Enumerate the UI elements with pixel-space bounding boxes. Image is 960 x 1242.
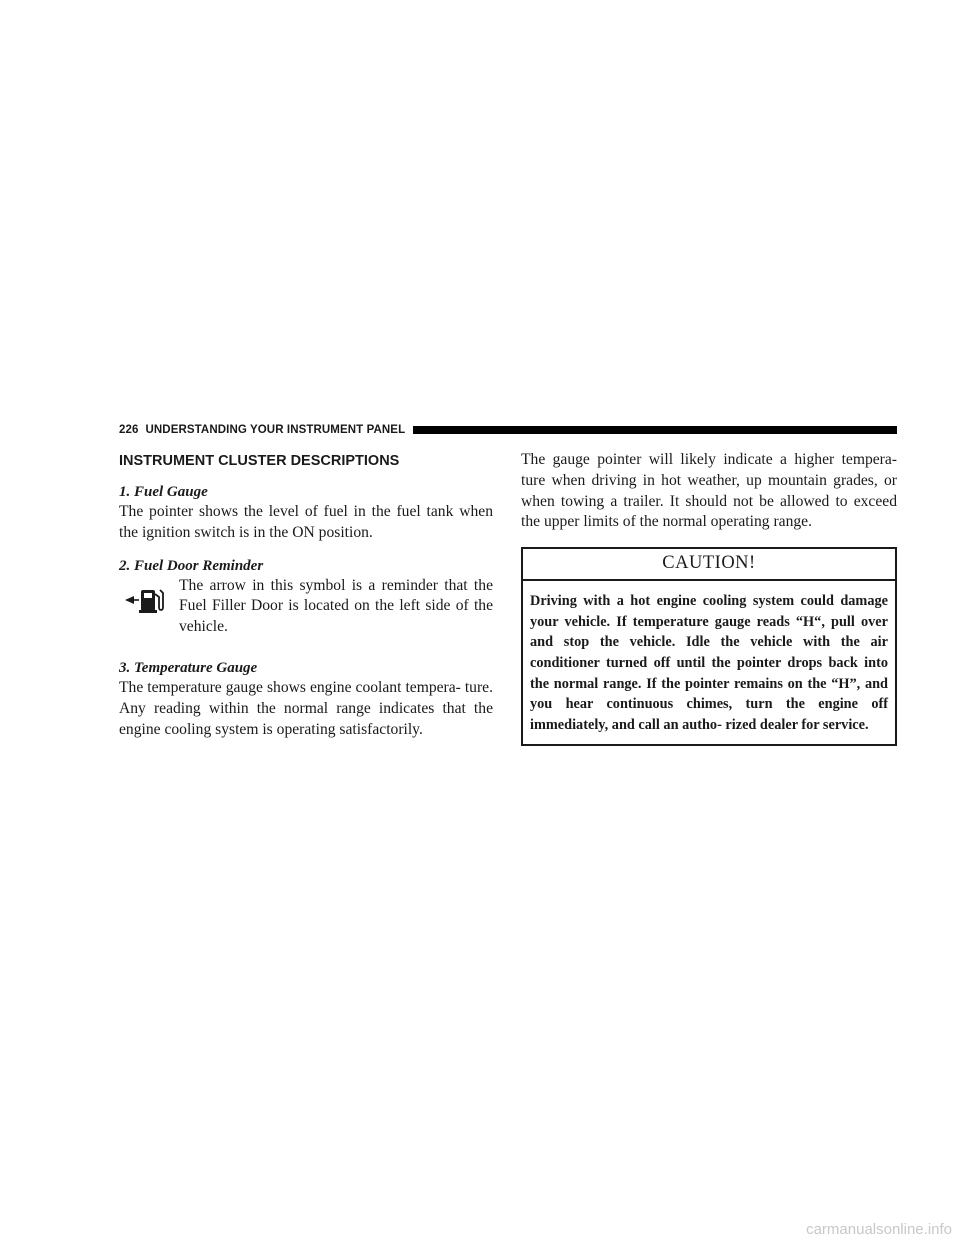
section-heading: INSTRUMENT CLUSTER DESCRIPTIONS — [119, 453, 400, 469]
item-temperature-gauge — [119, 658, 493, 740]
page-header — [119, 422, 897, 438]
right-column — [521, 450, 897, 746]
caution-title: CAUTION! — [523, 549, 895, 581]
header-rule — [413, 426, 897, 434]
item-title-temperature-gauge: 3. Temperature Gauge — [119, 659, 258, 676]
left-column — [119, 450, 493, 752]
page-number: 226 — [119, 424, 139, 436]
item-text-fuel-door-reminder: The arrow in this symbol is a reminder that the Fuel Filler Door is located on the left side of the vehicle. — [179, 576, 493, 636]
caution-text: Driving with a hot engine cooling system could damage your vehicle. If temperature gauge reads “H“, pull over and stop the vehicle. Idle the vehicle with the air conditioner turned off until the pointer drops back into the normal range. If the pointer remains on the “H”, and you hear continuous chimes, turn the engine off immediately, and call an autho- rized dealer for service. — [530, 593, 888, 733]
item-fuel-door-reminder — [119, 556, 493, 638]
item-fuel-gauge — [119, 482, 493, 544]
temperature-paragraph: The gauge pointer will likely indicate a higher tempera- ture when driving in hot weather, up mountain grades, or when towing a trailer. It should not be allowed to exceed the upper limits of the normal operating range. — [521, 451, 897, 531]
item-title-fuel-door-reminder: 2. Fuel Door Reminder — [119, 557, 264, 574]
caution-box — [521, 547, 897, 746]
footer-watermark: carmanualsonline.info — [806, 1221, 952, 1238]
item-text-fuel-gauge: The pointer shows the level of fuel in the fuel tank when the ignition switch is in the ON position. — [119, 503, 493, 541]
running-head: UNDERSTANDING YOUR INSTRUMENT PANEL — [145, 424, 406, 436]
item-text-temperature-gauge: The temperature gauge shows engine coolant tempera- ture. Any reading within the normal range indicates that the engine cooling system is operating satisfactorily. — [119, 678, 493, 738]
item-title-fuel-gauge: 1. Fuel Gauge — [119, 484, 208, 500]
fuel-pump-left-arrow-icon — [119, 576, 179, 624]
